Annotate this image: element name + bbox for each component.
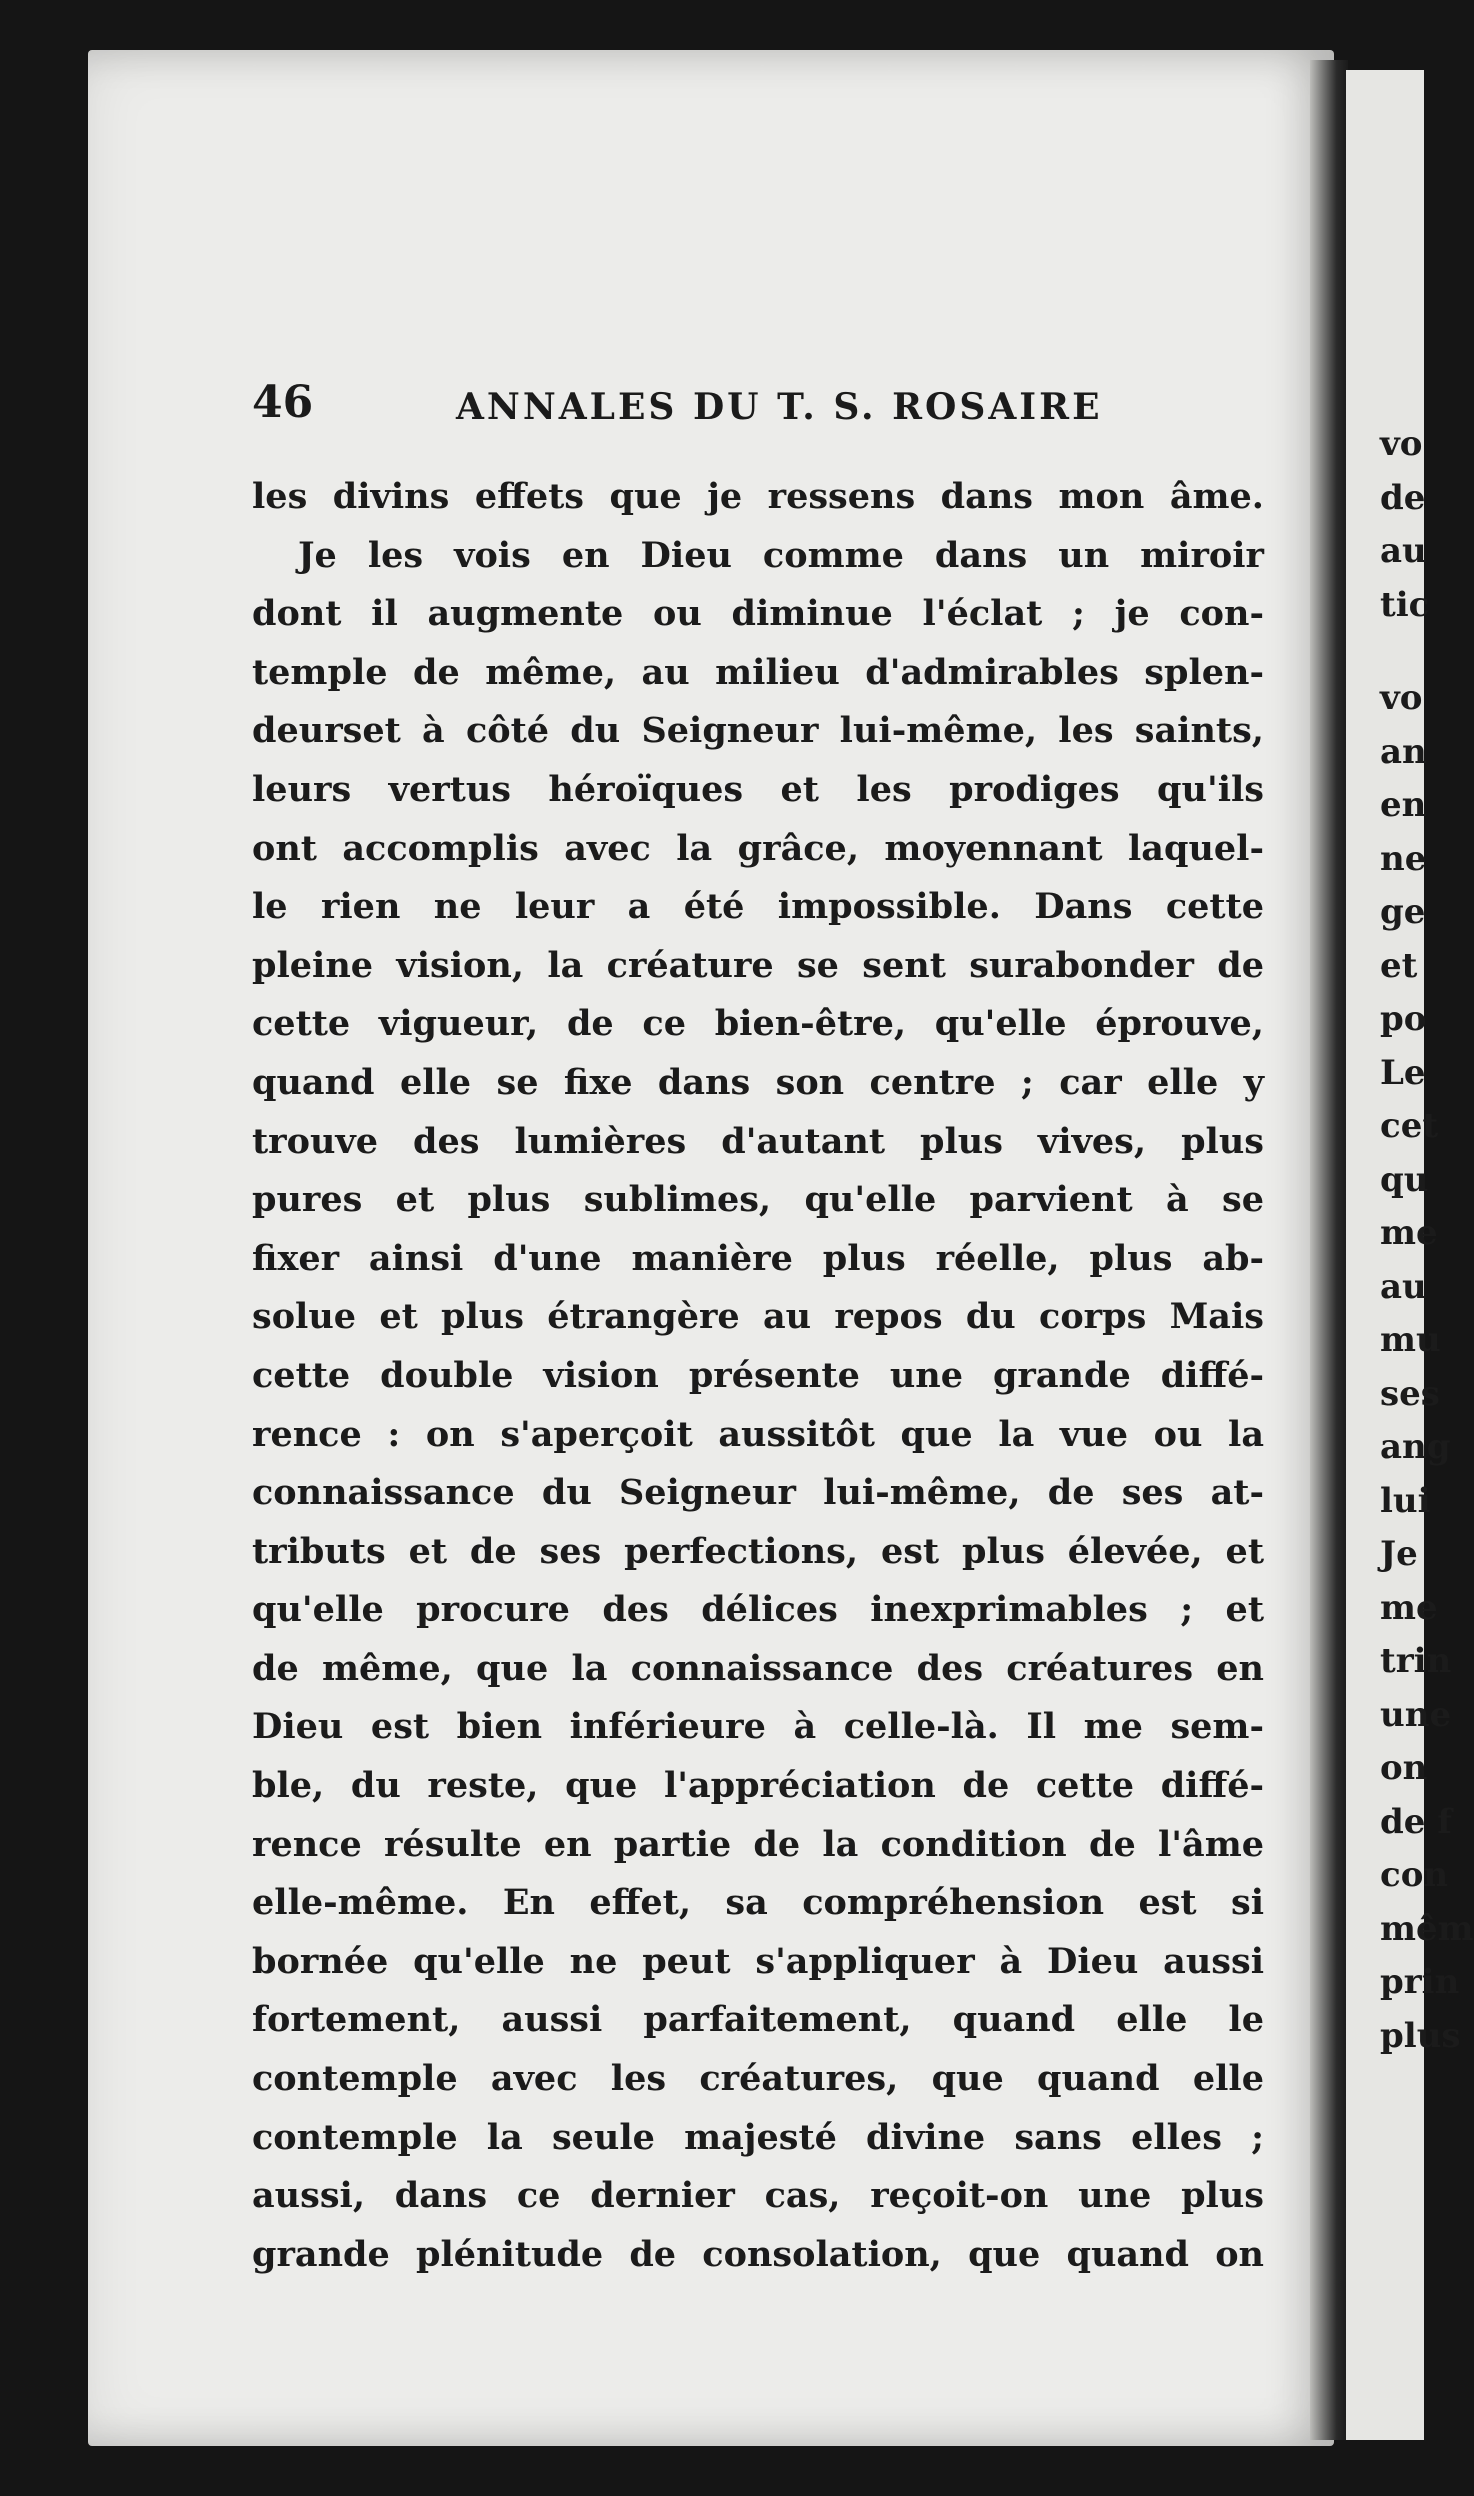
facing-line-fragment: au [1380, 531, 1427, 571]
facing-line-fragment: tic [1380, 584, 1430, 625]
facing-line-fragment: et [1380, 945, 1418, 986]
facing-line-fragment: on [1380, 1748, 1428, 1788]
facing-line-fragment: mêm [1380, 1908, 1474, 1949]
text-line: rence résulte en partie de la condition de l'âme [252, 1823, 1264, 1865]
text-line: dont il augmente ou diminue l'éclat ; je con- [252, 593, 1264, 635]
text-line: trouve des lumières d'autant plus vives, plus [252, 1120, 1264, 1162]
facing-line-fragment: prin [1380, 1962, 1460, 2002]
running-title: ANNALES DU T. S. ROSAIRE [456, 386, 1103, 428]
facing-line-fragment: po [1380, 999, 1427, 1039]
facing-line-fragment: an [1380, 731, 1427, 772]
facing-line-fragment: vo [1380, 678, 1423, 718]
text-line: ble, du reste, que l'appréciation de cette diffé- [252, 1765, 1264, 1807]
facing-line-fragment: vo [1380, 424, 1423, 464]
facing-line-fragment: me [1380, 1213, 1438, 1253]
facing-line-fragment: ne [1380, 838, 1427, 879]
text-line: leurs vertus héroïques et les prodiges qu'ils [252, 768, 1264, 810]
facing-line-fragment: de f [1380, 1801, 1452, 1842]
text-line: solue et plus étrangère au repos du corps Mais [252, 1296, 1264, 1338]
text-line: le rien ne leur a été impossible. Dans cette [252, 886, 1264, 928]
facing-line-fragment: me [1380, 1587, 1438, 1628]
facing-line-fragment: en [1380, 785, 1427, 825]
text-line: bornée qu'elle ne peut s'appliquer à Dieu aussi [252, 1940, 1264, 1982]
text-line: de même, que la connaissance des créatures en [252, 1647, 1264, 1689]
facing-line-fragment: qu [1380, 1159, 1429, 1200]
text-line: cette double vision présente une grande diffé- [252, 1354, 1264, 1396]
text-line: pleine vision, la créature se sent surabonder de [252, 944, 1264, 986]
text-line: qu'elle procure des délices inexprimables ; et [252, 1589, 1264, 1631]
facing-line-fragment: une [1380, 1694, 1452, 1735]
page-number: 46 [252, 377, 314, 428]
facing-line-fragment: ses [1380, 1373, 1440, 1414]
text-line: Je les vois en Dieu comme dans un miroir [298, 534, 1264, 576]
facing-line-fragment: Le [1380, 1052, 1426, 1093]
text-line: cette vigueur, de ce bien-être, qu'elle éprouve, [252, 1003, 1264, 1045]
facing-line-fragment: mu [1380, 1320, 1441, 1360]
text-line: Dieu est bien inférieure à celle-là. Il me sem- [252, 1706, 1264, 1748]
text-line: quand elle se fixe dans son centre ; car elle y [252, 1061, 1264, 1103]
facing-line-fragment: au [1380, 1266, 1427, 1307]
facing-line-fragment: lui [1380, 1480, 1431, 1521]
facing-line-fragment: trin [1380, 1641, 1452, 1681]
text-line: tributs et de ses perfections, est plus élevée, et [252, 1530, 1264, 1572]
text-line: contemple la seule majesté divine sans elles ; [252, 2116, 1264, 2158]
facing-line-fragment: de [1380, 477, 1426, 518]
text-line: connaissance du Seigneur lui-même, de ses at- [252, 1472, 1264, 1514]
facing-line-fragment: plus [1380, 2015, 1461, 2056]
text-line: les divins effets que je ressens dans mon âme. [252, 476, 1264, 517]
facing-line-fragment: cet [1380, 1106, 1439, 1146]
facing-line-fragment: ge [1380, 892, 1426, 932]
text-line: contemple avec les créatures, que quand elle [252, 2058, 1264, 2100]
text-line: temple de même, au milieu d'admirables splen- [252, 651, 1264, 693]
facing-line-fragment: con [1380, 1855, 1449, 1895]
text-line: ont accomplis avec la grâce, moyennant laquel- [252, 827, 1264, 869]
text-line: aussi, dans ce dernier cas, reçoit-on une plus [252, 2175, 1264, 2217]
text-line: rence : on s'aperçoit aussitôt que la vue ou la [252, 1413, 1264, 1455]
text-line: elle-même. En effet, sa compréhension est si [252, 1882, 1264, 1924]
text-line: deurset à côté du Seigneur lui-même, les saints, [252, 710, 1264, 752]
facing-line-fragment: ang [1380, 1427, 1451, 1467]
body-text [252, 468, 1264, 2284]
page-header [0, 368, 1424, 438]
text-line: fortement, aussi parfaitement, quand elle le [252, 1999, 1264, 2041]
facing-page-text [1380, 418, 1474, 2063]
text-line: pures et plus sublimes, qu'elle parvient à se [252, 1179, 1264, 1221]
text-line: grande plénitude de consolation, que quand on [252, 2233, 1264, 2275]
text-line: fixer ainsi d'une manière plus réelle, plus ab- [252, 1237, 1264, 1279]
facing-line-fragment: Je [1380, 1534, 1418, 1574]
